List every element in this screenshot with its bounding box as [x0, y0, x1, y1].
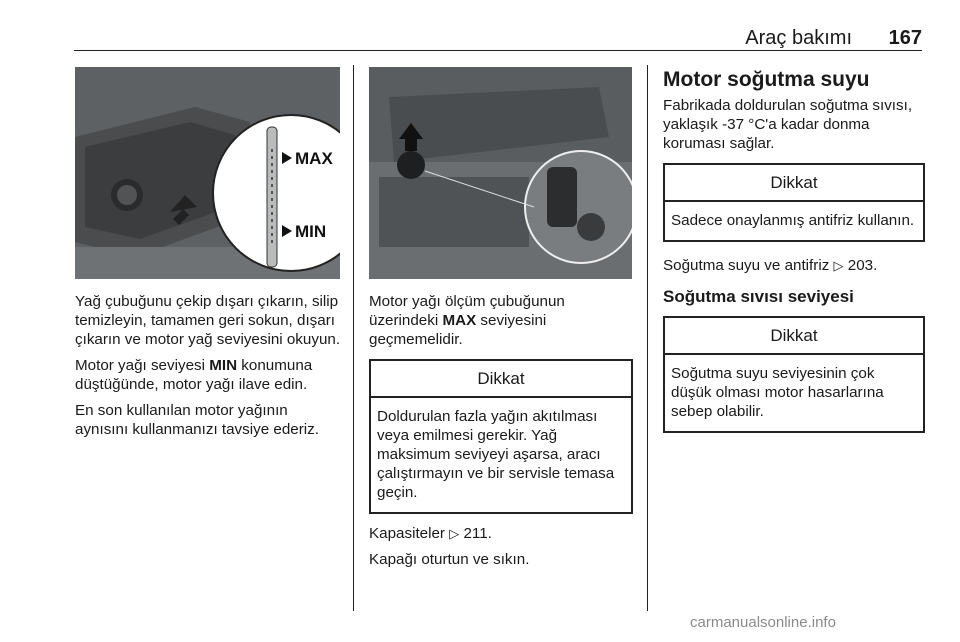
paragraph: Motor yağı ölçüm çubuğunun üzerindeki MAX seviyesini geçmemelidir.	[369, 293, 565, 348]
subsection-heading: Soğutma sıvısı seviyesi	[663, 287, 854, 306]
paragraph: Soğutma suyu ve antifriz ▷ 203.	[663, 257, 878, 274]
caution-box	[369, 359, 633, 514]
section-heading: Motor soğutma suyu	[663, 68, 870, 91]
paragraph: Motor yağı seviyesi MIN konumuna düştüğünde, motor yağı ilave edin.	[75, 357, 313, 393]
min-label: MIN	[295, 222, 327, 241]
header-rule	[74, 50, 922, 51]
paragraph: Fabrikada doldurulan soğutma sıvısı, yaklaşık -37 °C'a kadar donma koruması sağlar.	[663, 97, 913, 152]
watermark: carmanualsonline.info	[690, 614, 836, 631]
caution-title: Dikkat	[665, 318, 923, 355]
column-1-text	[75, 292, 343, 446]
caution-title: Dikkat	[371, 361, 631, 398]
section-title: Araç bakımı	[745, 27, 852, 49]
column-divider	[353, 65, 354, 611]
caution-box	[663, 316, 925, 433]
ref-arrow-icon: ▷	[449, 526, 460, 541]
caution-text: Soğutma suyu seviyesinin çok düşük olması motor hasarlarına sebep olabilir.	[671, 365, 884, 420]
paragraph: En son kullanılan motor yağının aynısını kullanmanızı tavsiye ederiz.	[75, 402, 319, 438]
caution-title: Dikkat	[665, 165, 923, 202]
caution-text: Sadece onaylanmış antifriz kullanın.	[671, 212, 915, 229]
oil-cap-photo	[369, 67, 632, 279]
paragraph: Yağ çubuğunu çekip dışarı çıkarın, silip temizleyin, tamamen geri sokun, dışarı çıkarın ve motor yağ seviyesini okuyun.	[75, 293, 341, 348]
caution-text: Doldurulan fazla yağın akıtılması veya emilmesi gerekir. Yağ maksimum seviyeyi aşarsa, aracı çalıştırmayın ve bir servisle temasa geçin.	[377, 408, 615, 501]
page-number: 167	[888, 27, 922, 49]
column-3-text	[663, 68, 925, 443]
dipstick-photo	[75, 67, 340, 279]
column-divider	[647, 65, 648, 611]
ref-arrow-icon: ▷	[833, 258, 844, 273]
paragraph: Kapağı oturtun ve sıkın.	[369, 551, 530, 568]
paragraph: Kapasiteler ▷ 211.	[369, 525, 492, 542]
column-2-text	[369, 292, 633, 576]
caution-box	[663, 163, 925, 242]
max-label: MAX	[295, 149, 333, 168]
